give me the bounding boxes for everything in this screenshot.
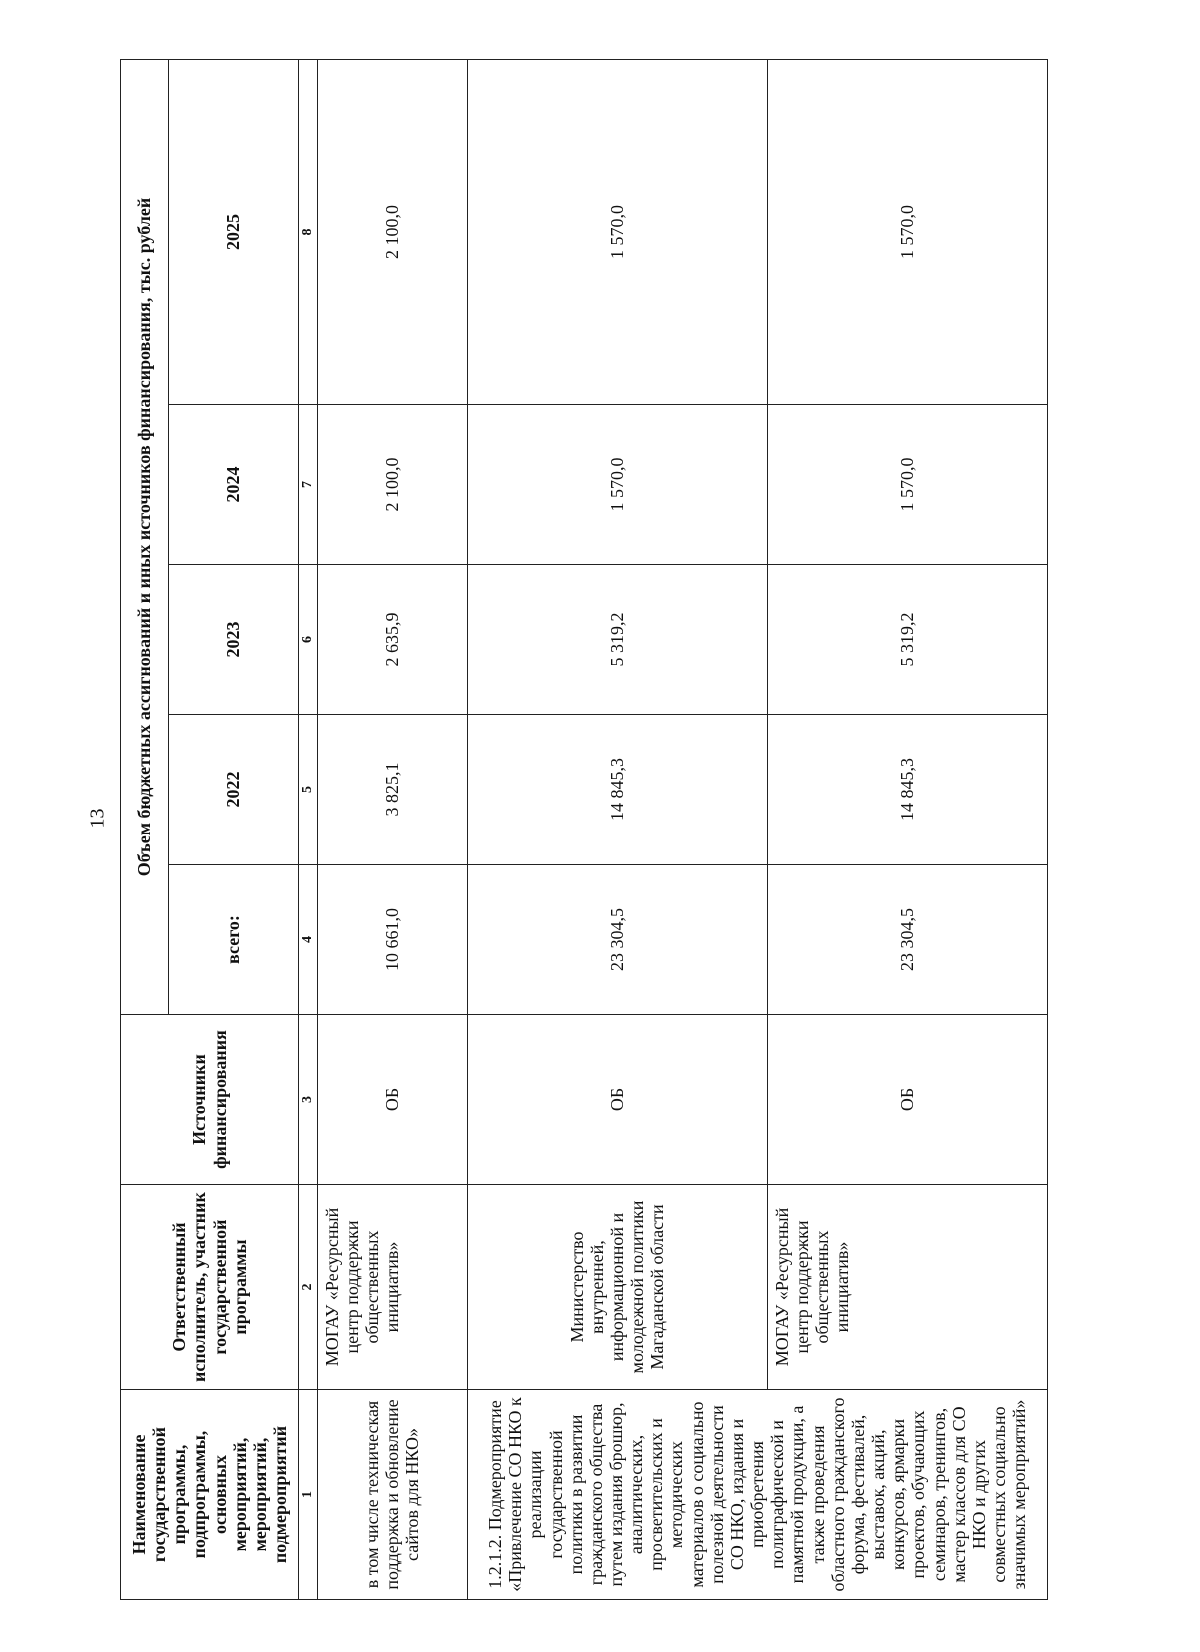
cell-executor: МОГАУ «Ресурсный центр поддержки общественных инициатив» [317, 1185, 467, 1390]
cell-total: 10 661,0 [317, 865, 467, 1015]
cell-executor: МОГАУ «Ресурсный центр поддержки общественных инициатив» [767, 1185, 1047, 1390]
rotated-table-container [120, 60, 1040, 1600]
col-number: 7 [299, 405, 318, 565]
cell-2022: 14 845,3 [767, 715, 1047, 865]
cell-2023: 5 319,2 [467, 565, 767, 715]
cell-2025: 1 570,0 [767, 59, 1047, 404]
cell-total: 23 304,5 [467, 865, 767, 1015]
cell-source: ОБ [317, 1015, 467, 1185]
header-2025: 2025 [169, 59, 299, 404]
col-number: 5 [299, 715, 318, 865]
col-number: 2 [299, 1185, 318, 1390]
cell-2024: 1 570,0 [467, 405, 767, 565]
funding-table [120, 59, 1048, 1600]
header-source: Источники финансирования [121, 1015, 299, 1185]
cell-2022: 3 825,1 [317, 715, 467, 865]
page-number: 13 [86, 808, 109, 829]
header-name: Наименование государственной программы, подпрограммы, основных мероприятий, мероприятий, подмероприятий [121, 1390, 299, 1600]
col-number: 4 [299, 865, 318, 1015]
header-2024: 2024 [169, 405, 299, 565]
header-total: всего: [169, 865, 299, 1015]
col-number: 8 [299, 59, 318, 404]
table-row [317, 59, 467, 1599]
cell-source: ОБ [767, 1015, 1047, 1185]
cell-executor: Министерство внутренней, информационной и молодежной политики Магаданской области [467, 1185, 767, 1390]
cell-total: 23 304,5 [767, 865, 1047, 1015]
cell-name: в том числе техническая поддержка и обновление сайтов для НКО» [317, 1390, 467, 1600]
header-funding-group: Объем бюджетных ассигнований и иных источников финансирования, тыс. рублей [121, 59, 169, 1014]
cell-2022: 14 845,3 [467, 715, 767, 865]
cell-2024: 2 100,0 [317, 405, 467, 565]
table-row [767, 59, 1047, 1599]
cell-name: 1.2.1.2. Подмероприятие «Привлечение СО НКО к реализации государственной политики в развитии гражданского общества путем издания брошюр, аналитических, просветительских и методических материалов о социально полезной деятельности СО НКО, издания и приобретения полиграфической и памятной продукции, а также проведения областного гражданского форума, фестивалей, выставок, акций, конкурсов, ярмарки проектов, обучающих семинаров, тренингов, мастер классов для СО НКО и других совместных социально значимых мероприятий» [467, 1390, 1047, 1600]
cell-2025: 2 100,0 [317, 59, 467, 404]
header-executor: Ответственный исполнитель, участник государственной программы [121, 1185, 299, 1390]
cell-source: ОБ [467, 1015, 767, 1185]
header-2023: 2023 [169, 565, 299, 715]
cell-2023: 5 319,2 [767, 565, 1047, 715]
table-row [467, 59, 767, 1599]
cell-2023: 2 635,9 [317, 565, 467, 715]
cell-2025: 1 570,0 [467, 59, 767, 404]
col-number: 6 [299, 565, 318, 715]
cell-2024: 1 570,0 [767, 405, 1047, 565]
col-number: 1 [299, 1390, 318, 1600]
header-2022: 2022 [169, 715, 299, 865]
col-number: 3 [299, 1015, 318, 1185]
